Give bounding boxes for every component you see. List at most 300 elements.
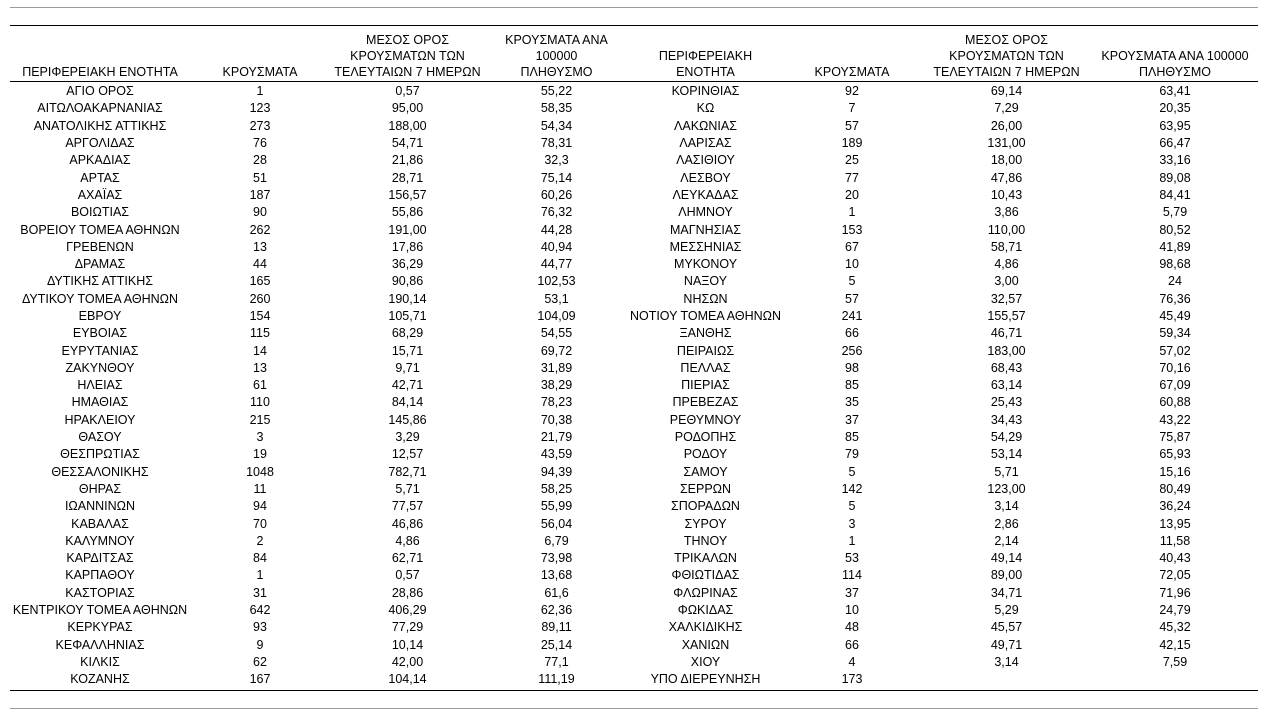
left-region-cell: ΚΙΛΚΙΣ bbox=[80, 654, 120, 669]
right-cases-per-100k-cell: 60,88 bbox=[1159, 395, 1191, 410]
left-avg-7-days-cell: 0,57 bbox=[395, 568, 420, 583]
right-cases-cell: 66 bbox=[845, 637, 859, 652]
right-cases-cell: 85 bbox=[845, 378, 859, 393]
table-top-rule bbox=[10, 25, 1258, 26]
right-avg-7-days-cell: 68,43 bbox=[990, 360, 1023, 375]
right-cases-per-100k-cell: 5,79 bbox=[1162, 205, 1188, 220]
left-region-cell: ΑΡΤΑΣ bbox=[80, 170, 120, 185]
right-cases-cell: 5 bbox=[848, 274, 856, 289]
left-cases-per-100k-cell: 111,19 bbox=[538, 672, 575, 687]
left-cases-per-100k-cell: 102,53 bbox=[537, 274, 576, 289]
right-cases-per-100k-cell: 20,35 bbox=[1159, 101, 1191, 116]
right-cases-cell: 4 bbox=[848, 654, 856, 669]
left-cases-per-100k-cell: 58,35 bbox=[540, 101, 573, 116]
right-region-cell: ΠΕΛΛΑΣ bbox=[680, 360, 731, 375]
table-row bbox=[10, 325, 1258, 342]
right-avg-7-days-cell: 131,00 bbox=[987, 136, 1026, 151]
left-cases-cell: 31 bbox=[253, 585, 267, 600]
left-cases-cell: 76 bbox=[253, 136, 267, 151]
table-body bbox=[10, 82, 1258, 689]
left-cases-cell: 19 bbox=[253, 447, 267, 462]
left-avg-7-days-cell: 191,00 bbox=[388, 222, 427, 237]
table-row bbox=[10, 585, 1258, 602]
right-region-cell: ΠΡΕΒΕΖΑΣ bbox=[672, 395, 739, 410]
left-cases-per-100k-cell: 60,26 bbox=[540, 187, 573, 202]
right-region-cell: ΝΑΞΟΥ bbox=[683, 274, 728, 289]
right-cases-cell: 77 bbox=[845, 170, 859, 185]
left-cases-cell: 44 bbox=[253, 257, 267, 272]
left-region-cell: ΔΥΤΙΚΟΥ ΤΟΜΕΑ ΑΘΗΝΩΝ bbox=[21, 291, 179, 306]
right-cases-per-100k-cell: 45,49 bbox=[1159, 309, 1191, 323]
header-avg-7-days: ΜΕΣΟΣ ΟΡΟΣ ΚΡΟΥΣΜΑΤΩΝ ΤΩΝ ΤΕΛΕΥΤΑΙΩΝ 7 ΗΜΕΡΩΝ bbox=[330, 32, 485, 82]
left-cases-per-100k-cell: 44,28 bbox=[540, 222, 573, 237]
right-cases-cell: 20 bbox=[845, 187, 859, 202]
left-cases-cell: 115 bbox=[250, 326, 270, 341]
right-avg-7-days-cell: 3,14 bbox=[994, 654, 1019, 669]
right-cases-cell: 37 bbox=[845, 585, 859, 600]
table-row bbox=[10, 187, 1258, 204]
right-avg-7-days-cell: 58,71 bbox=[990, 239, 1023, 254]
left-cases-per-100k-cell: 53,1 bbox=[544, 291, 569, 306]
left-cases-per-100k-cell: 54,34 bbox=[540, 118, 573, 133]
table-bottom-rule bbox=[10, 690, 1258, 691]
right-cases-cell: 173 bbox=[841, 672, 863, 687]
bottom-border bbox=[10, 708, 1258, 709]
left-cases-per-100k-cell: 6,79 bbox=[544, 533, 569, 548]
right-cases-cell: 241 bbox=[841, 309, 863, 323]
left-cases-cell: 262 bbox=[249, 222, 271, 237]
left-avg-7-days-cell: 105,71 bbox=[388, 309, 427, 323]
right-avg-7-days-cell: 4,86 bbox=[994, 257, 1019, 272]
right-cases-cell: 10 bbox=[845, 603, 859, 618]
left-region-cell: ΗΜΑΘΙΑΣ bbox=[71, 395, 129, 410]
right-cases-cell: 57 bbox=[845, 291, 859, 306]
right-avg-7-days-cell: 110,00 bbox=[987, 222, 1026, 237]
left-region-cell: ΕΥΒΟΙΑΣ bbox=[72, 326, 128, 341]
right-cases-cell: 67 bbox=[845, 239, 859, 254]
left-region-cell: ΚΑΒΑΛΑΣ bbox=[71, 516, 129, 531]
left-cases-per-100k-cell: 61,6 bbox=[544, 585, 569, 600]
right-region-cell: ΝΗΣΩΝ bbox=[683, 291, 728, 306]
left-cases-per-100k-cell: 70,38 bbox=[540, 412, 573, 427]
left-cases-cell: 2 bbox=[256, 533, 264, 548]
left-cases-per-100k-cell: 69,72 bbox=[540, 343, 573, 358]
right-cases-per-100k-cell: 72,05 bbox=[1159, 568, 1191, 583]
right-region-cell: ΦΘΙΩΤΙΔΑΣ bbox=[671, 568, 740, 583]
left-cases-per-100k-cell: 40,94 bbox=[540, 239, 573, 254]
left-cases-cell: 273 bbox=[249, 118, 271, 133]
left-avg-7-days-cell: 10,14 bbox=[391, 637, 424, 652]
left-cases-per-100k-cell: 43,59 bbox=[540, 447, 573, 462]
left-cases-cell: 1048 bbox=[246, 464, 274, 479]
table-row bbox=[10, 637, 1258, 654]
right-region-cell: ΛΗΜΝΟΥ bbox=[678, 205, 733, 220]
left-cases-per-100k-cell: 104,09 bbox=[537, 309, 576, 323]
right-region-cell: ΞΑΝΘΗΣ bbox=[679, 326, 732, 341]
left-region-cell: ΚΕΡΚΥΡΑΣ bbox=[67, 620, 133, 635]
left-cases-per-100k-cell: 56,04 bbox=[540, 516, 573, 531]
right-cases-cell: 256 bbox=[841, 343, 863, 358]
left-cases-per-100k-cell: 62,36 bbox=[540, 603, 573, 618]
left-region-cell: ΑΧΑΪΑΣ bbox=[77, 187, 123, 202]
right-region-cell: ΜΑΓΝΗΣΙΑΣ bbox=[670, 222, 741, 237]
left-cases-cell: 9 bbox=[256, 637, 264, 652]
right-cases-cell: 10 bbox=[845, 257, 859, 272]
right-avg-7-days-cell: 18,00 bbox=[990, 153, 1023, 168]
right-cases-cell: 1 bbox=[848, 205, 856, 220]
right-cases-per-100k-cell: 67,09 bbox=[1159, 378, 1191, 393]
right-cases-per-100k-cell: 36,24 bbox=[1159, 499, 1191, 514]
left-avg-7-days-cell: 42,71 bbox=[391, 378, 424, 393]
left-cases-per-100k-cell: 32,3 bbox=[544, 153, 569, 168]
table-row bbox=[10, 481, 1258, 498]
right-avg-7-days-cell: 123,00 bbox=[987, 481, 1026, 496]
right-cases-per-100k-cell: 15,16 bbox=[1159, 464, 1191, 479]
left-avg-7-days-cell: 12,57 bbox=[391, 447, 424, 462]
right-cases-per-100k-cell: 63,41 bbox=[1159, 84, 1191, 99]
header-region: ΠΕΡΙΦΕΡΕΙΑΚΗ ΕΝΟΤΗΤΑ bbox=[10, 32, 190, 82]
right-avg-7-days-cell: 25,43 bbox=[990, 395, 1023, 410]
left-cases-cell: 11 bbox=[253, 481, 267, 496]
table-header-row bbox=[10, 32, 1258, 82]
left-cases-per-100k-cell: 78,31 bbox=[540, 136, 573, 151]
right-avg-7-days-cell: 2,86 bbox=[994, 516, 1019, 531]
right-region-cell: ΣΕΡΡΩΝ bbox=[679, 481, 732, 496]
right-avg-7-days-cell: 49,14 bbox=[990, 551, 1023, 566]
right-cases-cell: 153 bbox=[841, 222, 863, 237]
left-avg-7-days-cell: 104,14 bbox=[388, 672, 427, 687]
left-cases-cell: 154 bbox=[249, 309, 271, 323]
right-cases-cell: 85 bbox=[845, 430, 859, 445]
right-avg-7-days-cell: 26,00 bbox=[990, 118, 1023, 133]
left-cases-per-100k-cell: 89,11 bbox=[541, 620, 572, 635]
left-avg-7-days-cell: 15,71 bbox=[391, 343, 424, 358]
right-region-cell: ΛΕΥΚΑΔΑΣ bbox=[672, 187, 739, 202]
left-cases-cell: 62 bbox=[253, 654, 267, 669]
left-avg-7-days-cell: 42,00 bbox=[391, 654, 424, 669]
right-avg-7-days-cell: 45,57 bbox=[990, 620, 1023, 635]
right-cases-per-100k-cell: 57,02 bbox=[1159, 343, 1191, 358]
left-cases-per-100k-cell: 78,23 bbox=[540, 395, 573, 410]
right-region-cell: ΚΩ bbox=[696, 101, 715, 116]
right-avg-7-days-cell: 183,00 bbox=[987, 343, 1026, 358]
right-cases-per-100k-cell: 40,43 bbox=[1159, 551, 1191, 566]
left-cases-cell: 14 bbox=[253, 343, 267, 358]
left-cases-cell: 13 bbox=[253, 360, 267, 375]
right-region-cell: ΚΟΡΙΝΘΙΑΣ bbox=[671, 84, 740, 99]
right-cases-per-100k-cell: 24 bbox=[1168, 274, 1182, 289]
left-avg-7-days-cell: 46,86 bbox=[391, 516, 424, 531]
left-cases-per-100k-cell: 44,77 bbox=[540, 257, 573, 272]
left-cases-cell: 110 bbox=[250, 395, 270, 410]
right-region-cell: ΜΕΣΣΗΝΙΑΣ bbox=[669, 239, 742, 254]
right-cases-per-100k-cell: 24,79 bbox=[1159, 603, 1191, 618]
left-region-cell: ΚΑΣΤΟΡΙΑΣ bbox=[65, 585, 135, 600]
left-avg-7-days-cell: 17,86 bbox=[391, 239, 424, 254]
table-row bbox=[10, 515, 1258, 532]
header-avg-7-days: ΜΕΣΟΣ ΟΡΟΣ ΚΡΟΥΣΜΑΤΩΝ ΤΩΝ ΤΕΛΕΥΤΑΙΩΝ 7 ΗΜΕΡΩΝ bbox=[921, 32, 1092, 82]
left-avg-7-days-cell: 3,29 bbox=[395, 430, 420, 445]
table-row bbox=[10, 308, 1258, 325]
left-region-cell: ΔΥΤΙΚΗΣ ΑΤΤΙΚΗΣ bbox=[47, 274, 153, 289]
left-region-cell: ΑΝΑΤΟΛΙΚΗΣ ΑΤΤΙΚΗΣ bbox=[33, 118, 167, 133]
left-cases-per-100k-cell: 54,55 bbox=[540, 326, 573, 341]
right-cases-per-100k-cell: 84,41 bbox=[1159, 187, 1191, 202]
right-cases-cell: 57 bbox=[845, 118, 859, 133]
left-cases-per-100k-cell: 13,68 bbox=[540, 568, 573, 583]
right-cases-per-100k-cell: 98,68 bbox=[1159, 257, 1191, 272]
left-region-cell: ΚΑΡΔΙΤΣΑΣ bbox=[66, 551, 134, 566]
right-avg-7-days-cell: 5,71 bbox=[994, 464, 1019, 479]
left-region-cell: ΙΩΑΝΝΙΝΩΝ bbox=[64, 499, 136, 514]
right-cases-per-100k-cell: 80,49 bbox=[1159, 481, 1191, 496]
left-region-cell: ΘΑΣΟΥ bbox=[78, 430, 122, 445]
right-cases-cell: 5 bbox=[848, 499, 856, 514]
right-avg-7-days-cell: 3,86 bbox=[994, 205, 1019, 220]
right-avg-7-days-cell: 5,29 bbox=[994, 603, 1019, 618]
left-cases-cell: 93 bbox=[253, 620, 267, 635]
left-region-cell: ΘΗΡΑΣ bbox=[78, 481, 122, 496]
right-cases-per-100k-cell: 70,16 bbox=[1159, 360, 1191, 375]
left-avg-7-days-cell: 90,86 bbox=[391, 274, 424, 289]
table-row bbox=[10, 239, 1258, 256]
right-region-cell: ΦΛΩΡΙΝΑΣ bbox=[673, 585, 738, 600]
table-row bbox=[10, 429, 1258, 446]
right-avg-7-days-cell: 3,14 bbox=[994, 499, 1019, 514]
left-cases-cell: 1 bbox=[256, 84, 264, 99]
right-cases-per-100k-cell: 45,32 bbox=[1159, 620, 1191, 635]
right-avg-7-days-cell: 10,43 bbox=[990, 187, 1023, 202]
left-avg-7-days-cell: 36,29 bbox=[391, 257, 424, 272]
left-region-cell: ΗΛΕΙΑΣ bbox=[77, 378, 123, 393]
left-cases-cell: 123 bbox=[249, 101, 271, 116]
table-row bbox=[10, 394, 1258, 411]
right-region-cell: ΥΠΟ ΔΙΕΡΕΥΝΗΣΗ bbox=[650, 672, 761, 687]
table-row bbox=[10, 567, 1258, 584]
left-cases-cell: 165 bbox=[249, 274, 271, 289]
left-region-cell: ΚΕΝΤΡΙΚΟΥ ΤΟΜΕΑ ΑΘΗΝΩΝ bbox=[12, 603, 188, 618]
left-region-cell: ΑΡΚΑΔΙΑΣ bbox=[69, 153, 131, 168]
table-row bbox=[10, 291, 1258, 308]
left-cases-cell: 642 bbox=[249, 603, 271, 618]
left-cases-per-100k-cell: 21,79 bbox=[540, 430, 573, 445]
left-cases-per-100k-cell: 55,99 bbox=[540, 499, 573, 514]
right-cases-cell: 66 bbox=[845, 326, 859, 341]
right-avg-7-days-cell: 46,71 bbox=[990, 326, 1023, 341]
cases-by-region-table bbox=[10, 32, 1258, 688]
right-avg-7-days-cell: 155,57 bbox=[987, 309, 1026, 323]
right-cases-cell: 35 bbox=[845, 395, 859, 410]
left-avg-7-days-cell: 68,29 bbox=[391, 326, 424, 341]
left-cases-cell: 90 bbox=[253, 205, 267, 220]
right-cases-per-100k-cell: 80,52 bbox=[1159, 222, 1191, 237]
top-border bbox=[10, 7, 1258, 8]
right-cases-per-100k-cell: 13,95 bbox=[1159, 516, 1191, 531]
left-region-cell: ΒΟΙΩΤΙΑΣ bbox=[70, 205, 130, 220]
left-region-cell: ΒΟΡΕΙΟΥ ΤΟΜΕΑ ΑΘΗΝΩΝ bbox=[20, 222, 180, 237]
right-avg-7-days-cell: 32,57 bbox=[990, 291, 1023, 306]
left-region-cell: ΕΒΡΟΥ bbox=[78, 309, 122, 323]
table-row bbox=[10, 360, 1258, 377]
right-cases-cell: 142 bbox=[841, 481, 863, 496]
left-avg-7-days-cell: 28,71 bbox=[391, 170, 424, 185]
table-row bbox=[10, 256, 1258, 273]
right-cases-cell: 5 bbox=[848, 464, 856, 479]
left-cases-per-100k-cell: 77,1 bbox=[544, 654, 569, 669]
right-cases-cell: 53 bbox=[845, 551, 859, 566]
right-cases-per-100k-cell: 89,08 bbox=[1159, 170, 1191, 185]
table-row bbox=[10, 100, 1258, 117]
right-avg-7-days-cell: 34,71 bbox=[990, 585, 1023, 600]
right-region-cell: ΛΑΡΙΣΑΣ bbox=[679, 136, 732, 151]
table-row bbox=[10, 654, 1258, 671]
left-avg-7-days-cell: 95,00 bbox=[391, 101, 424, 116]
right-region-cell: ΦΩΚΙΔΑΣ bbox=[677, 603, 734, 618]
right-region-cell: ΤΡΙΚΑΛΩΝ bbox=[674, 551, 737, 566]
left-avg-7-days-cell: 190,14 bbox=[388, 291, 427, 306]
right-region-cell: ΛΕΣΒΟΥ bbox=[680, 170, 731, 185]
right-avg-7-days-cell: 3,00 bbox=[994, 274, 1019, 289]
left-avg-7-days-cell: 156,57 bbox=[388, 187, 427, 202]
right-cases-per-100k-cell: 41,89 bbox=[1159, 239, 1191, 254]
right-region-cell: ΜΥΚΟΝΟΥ bbox=[673, 257, 738, 272]
right-region-cell: ΛΑΚΩΝΙΑΣ bbox=[674, 118, 737, 133]
left-region-cell: ΚΑΡΠΑΘΟΥ bbox=[65, 568, 135, 583]
left-cases-per-100k-cell: 58,25 bbox=[540, 481, 573, 496]
right-cases-cell: 79 bbox=[845, 447, 859, 462]
right-avg-7-days-cell: 53,14 bbox=[990, 447, 1023, 462]
right-avg-7-days-cell: 47,86 bbox=[990, 170, 1023, 185]
right-cases-per-100k-cell: 11,58 bbox=[1159, 533, 1191, 548]
right-region-cell: ΧΑΛΚΙΔΙΚΗΣ bbox=[668, 620, 743, 635]
right-avg-7-days-cell: 49,71 bbox=[990, 637, 1023, 652]
header-region: ΠΕΡΙΦΕΡΕΙΑΚΗ ΕΝΟΤΗΤΑ bbox=[628, 32, 783, 82]
left-cases-cell: 167 bbox=[249, 672, 271, 687]
left-avg-7-days-cell: 54,71 bbox=[391, 136, 424, 151]
left-cases-cell: 215 bbox=[249, 412, 271, 427]
right-cases-cell: 92 bbox=[845, 84, 859, 99]
left-avg-7-days-cell: 145,86 bbox=[388, 412, 427, 427]
right-avg-7-days-cell bbox=[921, 671, 1092, 688]
left-cases-cell: 3 bbox=[256, 430, 264, 445]
right-region-cell: ΡΟΔΟΥ bbox=[683, 447, 728, 462]
left-cases-per-100k-cell: 38,29 bbox=[540, 378, 573, 393]
left-region-cell: ΗΡΑΚΛΕΙΟΥ bbox=[64, 412, 136, 427]
header-cases: ΚΡΟΥΣΜΑΤΑ bbox=[190, 32, 330, 82]
left-cases-cell: 70 bbox=[253, 516, 267, 531]
left-region-cell: ΘΕΣΠΡΩΤΙΑΣ bbox=[60, 447, 140, 462]
right-cases-per-100k-cell: 65,93 bbox=[1159, 447, 1191, 462]
right-cases-per-100k-cell: 7,59 bbox=[1162, 654, 1188, 669]
left-cases-per-100k-cell: 94,39 bbox=[540, 464, 573, 479]
left-region-cell: ΔΡΑΜΑΣ bbox=[74, 257, 126, 272]
table-row bbox=[10, 671, 1258, 688]
left-avg-7-days-cell: 77,57 bbox=[391, 499, 424, 514]
table-row bbox=[10, 118, 1258, 135]
table-row bbox=[10, 412, 1258, 429]
right-cases-cell: 25 bbox=[845, 153, 859, 168]
table-row bbox=[10, 602, 1258, 619]
right-region-cell: ΣΠΟΡΑΔΩΝ bbox=[671, 499, 740, 514]
right-region-cell: ΡΕΘΥΜΝΟΥ bbox=[669, 412, 742, 427]
left-cases-per-100k-cell: 55,22 bbox=[540, 84, 573, 99]
left-cases-cell: 84 bbox=[253, 551, 267, 566]
right-avg-7-days-cell: 89,00 bbox=[990, 568, 1023, 583]
right-cases-cell: 189 bbox=[841, 136, 863, 151]
left-avg-7-days-cell: 0,57 bbox=[395, 84, 420, 99]
header-cases-per-100k: ΚΡΟΥΣΜΑΤΑ ΑΝΑ 100000 ΠΛΗΘΥΣΜΟ bbox=[485, 32, 628, 82]
left-avg-7-days-cell: 782,71 bbox=[388, 464, 427, 479]
left-cases-cell: 94 bbox=[253, 499, 267, 514]
right-region-cell: ΡΟΔΟΠΗΣ bbox=[674, 430, 737, 445]
right-region-cell: ΝΟΤΙΟΥ ΤΟΜΕΑ ΑΘΗΝΩΝ bbox=[629, 309, 782, 323]
right-cases-cell: 48 bbox=[845, 620, 859, 635]
left-avg-7-days-cell: 21,86 bbox=[391, 153, 424, 168]
table-row bbox=[10, 204, 1258, 221]
table-row bbox=[10, 446, 1258, 463]
right-cases-cell: 7 bbox=[848, 101, 856, 116]
left-avg-7-days-cell: 77,29 bbox=[391, 620, 424, 635]
right-region-cell: ΣΑΜΟΥ bbox=[683, 464, 728, 479]
left-region-cell: ΚΕΦΑΛΛΗΝΙΑΣ bbox=[55, 637, 145, 652]
left-cases-per-100k-cell: 31,89 bbox=[540, 360, 573, 375]
left-cases-per-100k-cell: 73,98 bbox=[540, 551, 573, 566]
left-cases-cell: 61 bbox=[253, 378, 267, 393]
table-row bbox=[10, 498, 1258, 515]
left-region-cell: ΚΟΖΑΝΗΣ bbox=[70, 672, 130, 687]
right-cases-per-100k-cell: 75,87 bbox=[1159, 430, 1191, 445]
right-cases-per-100k-cell: 59,34 bbox=[1159, 326, 1191, 341]
right-region-cell: ΣΥΡΟΥ bbox=[684, 516, 727, 531]
right-cases-cell: 98 bbox=[845, 360, 859, 375]
right-region-cell: ΠΙΕΡΙΑΣ bbox=[681, 378, 730, 393]
right-region-cell: ΤΗΝΟΥ bbox=[683, 533, 728, 548]
right-avg-7-days-cell: 2,14 bbox=[994, 533, 1019, 548]
left-avg-7-days-cell: 9,71 bbox=[395, 360, 420, 375]
table-row bbox=[10, 169, 1258, 186]
left-region-cell: ΕΥΡΥΤΑΝΙΑΣ bbox=[61, 343, 139, 358]
left-region-cell: ΚΑΛΥΜΝΟΥ bbox=[65, 533, 135, 548]
table-row bbox=[10, 82, 1258, 101]
left-avg-7-days-cell: 5,71 bbox=[395, 481, 420, 496]
right-cases-cell: 1 bbox=[848, 533, 856, 548]
table-row bbox=[10, 135, 1258, 152]
right-avg-7-days-cell: 34,43 bbox=[990, 412, 1023, 427]
left-cases-cell: 51 bbox=[253, 170, 267, 185]
table-row bbox=[10, 533, 1258, 550]
header-cases-per-100k: ΚΡΟΥΣΜΑΤΑ ΑΝΑ 100000 ΠΛΗΘΥΣΜΟ bbox=[1092, 32, 1258, 82]
table-row bbox=[10, 464, 1258, 481]
table-row bbox=[10, 342, 1258, 359]
right-cases-per-100k-cell: 76,36 bbox=[1159, 291, 1191, 306]
left-region-cell: ΑΓΙΟ ΟΡΟΣ bbox=[66, 84, 134, 99]
right-cases-cell: 37 bbox=[845, 412, 859, 427]
right-cases-per-100k-cell: 33,16 bbox=[1159, 153, 1191, 168]
table-row bbox=[10, 221, 1258, 238]
right-avg-7-days-cell: 54,29 bbox=[990, 430, 1023, 445]
left-avg-7-days-cell: 188,00 bbox=[388, 118, 427, 133]
left-cases-cell: 13 bbox=[253, 239, 267, 254]
right-region-cell: ΛΑΣΙΘΙΟΥ bbox=[676, 153, 735, 168]
left-region-cell: ΑΙΤΩΛΟΑΚΑΡΝΑΝΙΑΣ bbox=[37, 101, 163, 116]
left-avg-7-days-cell: 55,86 bbox=[391, 205, 424, 220]
left-cases-per-100k-cell: 25,14 bbox=[540, 637, 573, 652]
right-cases-per-100k-cell: 71,96 bbox=[1159, 585, 1191, 600]
left-avg-7-days-cell: 28,86 bbox=[391, 585, 424, 600]
right-avg-7-days-cell: 69,14 bbox=[990, 84, 1023, 99]
left-region-cell: ΑΡΓΟΛΙΔΑΣ bbox=[65, 136, 135, 151]
right-cases-per-100k-cell: 66,47 bbox=[1159, 136, 1191, 151]
